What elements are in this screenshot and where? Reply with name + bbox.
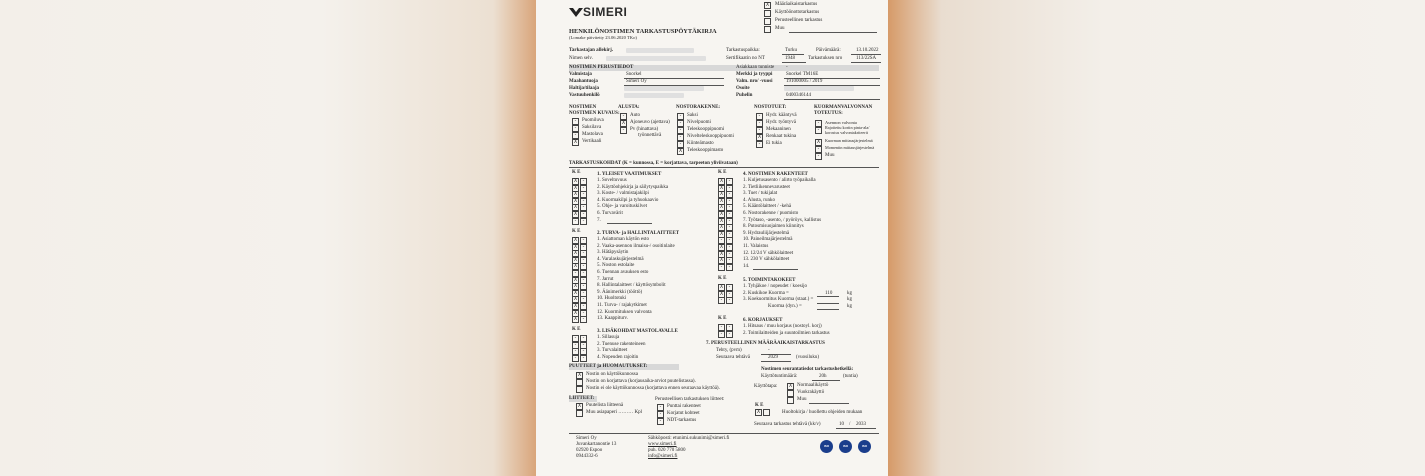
address-label: Osoite bbox=[736, 86, 750, 91]
load-check-1[interactable]: - bbox=[815, 127, 822, 134]
thorough-title: Perusteellisen tarkastuksen liitteet: bbox=[655, 397, 725, 402]
supports-check-4[interactable]: - bbox=[756, 141, 763, 148]
sec4-row-1-e[interactable]: - bbox=[726, 185, 733, 192]
sec4-row-1-label: 2. Tietliikennevarusteet bbox=[743, 184, 790, 190]
footer-ytunnus: 0944332-6 bbox=[576, 454, 598, 459]
sec4-row-11-label: 12. 12/24 V sähkölaitteet bbox=[743, 250, 794, 256]
sec4-row-2-k[interactable]: X bbox=[719, 191, 724, 198]
footer-street: Juvankartanontie 13 bbox=[576, 442, 617, 447]
sec4-row-0-label: 1. Kuljetusasento / alirto työpaikalla bbox=[743, 178, 816, 183]
iso-cert-badge-3: ISO bbox=[858, 440, 871, 453]
maint-check-k[interactable]: X bbox=[756, 409, 761, 415]
sec5-row-1-label: 2. Kuskikoe Kuorma = bbox=[743, 290, 789, 296]
sec4-row-13-e[interactable]: - bbox=[726, 264, 733, 271]
attachment-check-1[interactable] bbox=[576, 410, 583, 417]
sec1-row-0-e[interactable]: - bbox=[580, 178, 587, 185]
inspection-type-check-1[interactable] bbox=[764, 10, 771, 17]
sec5-row-0-k[interactable]: X bbox=[719, 284, 724, 290]
serial-value: 191000005 / 2019 bbox=[786, 79, 823, 84]
sec6-row-1-label: 2. Toimilaitteiden ja suuntoilmien tarkastus bbox=[743, 330, 830, 336]
sec2-row-5-e[interactable]: - bbox=[580, 270, 587, 277]
sec2-row-3-k[interactable]: X bbox=[573, 256, 578, 263]
sec7-title: 7. PERUSTEELLINEN MÄÄRÄAIKAISTARKASTUS bbox=[706, 341, 825, 346]
mode-check-2[interactable] bbox=[787, 397, 794, 404]
mode-check-0[interactable]: X bbox=[788, 383, 793, 389]
footer-web[interactable]: www.simeri.fi bbox=[648, 442, 677, 447]
sec4-row-2-e[interactable]: - bbox=[726, 191, 733, 198]
sec1-row-1-label: 2. Käyttöohjekirja ja säilytyspaikka bbox=[597, 184, 669, 190]
base-check-0[interactable]: - bbox=[620, 113, 627, 120]
sec4-row-13-label: 14. bbox=[743, 263, 750, 269]
sec2-row-8-e[interactable]: - bbox=[580, 290, 587, 297]
sec2-row-1-k[interactable]: X bbox=[573, 243, 578, 250]
sec2-row-2-e[interactable]: - bbox=[580, 250, 587, 257]
footer-email: Sähköposti: etunimi.sukunimi@simeri.fi bbox=[648, 436, 730, 441]
sec5-row-2-label: 3. Koekuormitus Kuorma (staat.) = bbox=[743, 297, 814, 303]
hours-unit: (tuntia) bbox=[843, 374, 858, 379]
hours-label: Käyttötuntimäärä: bbox=[761, 374, 798, 379]
footer-company: Simeri Oy bbox=[576, 436, 597, 441]
sec1-row-0-k[interactable]: X bbox=[573, 178, 578, 184]
phone-value: 0400346144 bbox=[786, 93, 811, 98]
sec5-row-2-unit: kg bbox=[847, 297, 852, 303]
sec6-ke-header: K E bbox=[718, 316, 727, 321]
sec4-row-13-k[interactable]: - bbox=[718, 264, 725, 271]
basic-info-title: NOSTIMEN PERUSTIEDOT bbox=[569, 65, 634, 70]
holder-label: Haltija/tilaaja bbox=[569, 86, 599, 91]
sec6-row-1-k[interactable]: - bbox=[718, 331, 725, 338]
sec2-row-2-k[interactable]: X bbox=[573, 250, 578, 257]
iso-cert-badge-1: ISO bbox=[820, 440, 833, 453]
sec2-row-0-label: 1. Asiattoman käytön esto bbox=[597, 237, 649, 242]
sec4-row-6-label: 7. Työtaso, -asento, / pyöröys, kallistus bbox=[743, 217, 822, 223]
notes-check-1[interactable] bbox=[576, 379, 583, 386]
inspection-type-label-0: Määräaikaistarkastus bbox=[775, 2, 818, 7]
sec4-title: 4. NOSTIMEN RAKENTEET bbox=[743, 172, 808, 177]
supports-check-2[interactable]: - bbox=[756, 127, 763, 134]
sec1-row-1-e[interactable]: - bbox=[580, 185, 587, 192]
sec3-row-0-label: 1. Sillasuja bbox=[597, 335, 620, 340]
iso-cert-badge-2: ISO bbox=[839, 440, 852, 453]
boom-check-5[interactable]: X bbox=[678, 148, 683, 154]
report-label: Tarkastuksen nro bbox=[808, 56, 843, 61]
sec3-row-2-e[interactable]: - bbox=[580, 348, 587, 355]
form-title: HENKILÖNOSTIMEN TARKASTUSPÖYTÄKIRJA bbox=[569, 28, 717, 35]
sec5-row-1-e[interactable]: - bbox=[726, 291, 733, 298]
sec1-row-0-label: 1. Soveltuvuus bbox=[597, 178, 627, 183]
sec2-row-7-e[interactable]: - bbox=[580, 283, 587, 290]
next-inspection-year: 2033 bbox=[856, 422, 866, 427]
load-check-3[interactable]: - bbox=[815, 146, 822, 153]
sec2-row-8-label: 9. Äänimerkki (tööttö) bbox=[597, 289, 643, 295]
mode-check-1[interactable] bbox=[787, 390, 794, 397]
sec4-row-4-k[interactable]: X bbox=[719, 204, 724, 211]
sec5-row-2-k[interactable]: - bbox=[718, 297, 725, 304]
sec5-row-3-unit: kg bbox=[847, 303, 852, 309]
form-subtitle: (Lomake päivitetty 23.06.2020 TKo) bbox=[569, 35, 637, 40]
sec2-row-11-e[interactable]: - bbox=[580, 310, 587, 317]
sec6-row-0-e[interactable]: - bbox=[726, 324, 733, 331]
sec1-row-6-k[interactable]: - bbox=[572, 218, 579, 225]
footer-city: 02920 Espoo bbox=[576, 448, 603, 453]
responsible-label: Vastuuhenkilö bbox=[569, 93, 600, 98]
sec4-row-8-k[interactable]: X bbox=[719, 230, 724, 237]
footer-phone: puh. 020 770 5800 bbox=[648, 448, 686, 453]
thorough-check-0[interactable]: - bbox=[657, 404, 664, 411]
serial-label: Valm. nro/ -vuosi bbox=[736, 79, 773, 84]
sec4-row-6-k[interactable]: X bbox=[719, 217, 724, 224]
sec2-ke-header: K E bbox=[572, 229, 581, 234]
owner-value: Simeri Oy bbox=[626, 79, 647, 84]
sec1-row-6-label: 7. bbox=[597, 217, 601, 223]
type-check-3[interactable]: X bbox=[573, 139, 578, 145]
sec4-row-7-e[interactable]: - bbox=[726, 224, 733, 231]
sec3-row-2-label: 3. Turvalaitteet bbox=[597, 348, 628, 354]
sec3-row-2-k[interactable]: - bbox=[572, 348, 579, 355]
sec4-row-10-k[interactable]: X bbox=[719, 244, 724, 250]
sec2-row-7-label: 8. Hallintalaitteet / käyttösymbolit bbox=[597, 283, 666, 289]
cert-value: 1948 bbox=[785, 56, 795, 61]
points-title: TARKASTUSKOHDAT (K = kunnossa, E = korjattava, tarpeeton yliviivataan) bbox=[569, 161, 738, 166]
sec4-row-5-e[interactable]: - bbox=[726, 211, 733, 218]
inspection-type-check-0[interactable]: X bbox=[765, 2, 770, 8]
inspection-type-check-2[interactable] bbox=[764, 18, 771, 25]
supports-check-0[interactable]: - bbox=[756, 113, 763, 120]
thorough-check-2[interactable]: - bbox=[657, 418, 664, 425]
hours-value: 20h bbox=[819, 374, 827, 379]
sec7-next-unit: (vuosiluku) bbox=[796, 355, 820, 360]
redacted-name bbox=[606, 56, 706, 61]
sec2-row-10-label: 11. Turva- / rajakytkimet bbox=[597, 303, 647, 308]
sec4-row-9-e[interactable]: - bbox=[726, 237, 733, 244]
sec6-row-1-e[interactable]: - bbox=[726, 331, 733, 338]
sec5-row-1-k[interactable]: X bbox=[719, 290, 724, 297]
redacted-address bbox=[784, 86, 854, 91]
attachments-title: LIITTEET: bbox=[569, 396, 595, 401]
sec1-row-4-e[interactable]: - bbox=[580, 204, 587, 211]
sec6-row-0-k[interactable]: - bbox=[718, 324, 725, 331]
redacted-responsible bbox=[624, 93, 684, 98]
sec2-row-4-e[interactable]: - bbox=[580, 263, 587, 270]
sec2-row-3-label: 4. Varalaskujärjestelmä bbox=[597, 256, 644, 262]
phone-label: Puhelin bbox=[736, 93, 753, 98]
sec2-row-11-label: 12. Kuormituksen valvonta bbox=[597, 309, 652, 315]
date-value: 13.10.2022 bbox=[856, 48, 879, 53]
sec4-row-3-k[interactable]: X bbox=[719, 197, 724, 204]
sec7-done-value: - bbox=[768, 348, 770, 353]
type-check-0[interactable]: - bbox=[572, 118, 579, 125]
category-boom-title: NOSTORAKENNE: bbox=[676, 105, 721, 110]
usage-title: Nostimen seurantatiedot tarkastushetkellä: bbox=[761, 367, 854, 372]
customer-no-label: Asiakkaan tunniste bbox=[736, 65, 775, 70]
sec6-row-0-label: 1. Hitsaus / muu korjaus (nostoyl. korj) bbox=[743, 324, 822, 329]
photo-background-left bbox=[0, 0, 536, 476]
notes-check-2[interactable] bbox=[576, 386, 583, 393]
maint-ke-header: K E bbox=[755, 403, 764, 408]
sec2-row-5-label: 6. Tuennan avauksen esto bbox=[597, 270, 649, 275]
sec5-ke-header: K E bbox=[718, 276, 727, 281]
category-load-title: KUORMANVALVONNAN TOTEUTUS: bbox=[814, 105, 873, 116]
date-label: Päivämäärä: bbox=[816, 48, 841, 53]
model-label: Merkki ja tyyppi bbox=[736, 72, 773, 77]
sec5-title: 5. TOIMINTAKOKEET bbox=[743, 278, 796, 283]
sec1-row-6-e[interactable]: - bbox=[580, 218, 587, 225]
attachment-check-0[interactable]: X bbox=[577, 403, 582, 409]
sec2-row-0-k[interactable]: X bbox=[573, 237, 578, 243]
base-check-2[interactable]: - bbox=[620, 127, 627, 134]
sec4-row-8-label: 9. Hydrauliijärjestelmä bbox=[743, 230, 790, 236]
sec4-row-0-e[interactable]: - bbox=[726, 178, 733, 185]
load-check-2[interactable]: X bbox=[816, 139, 821, 145]
sec4-ke-header: K E bbox=[718, 170, 727, 175]
footer-info[interactable]: info@simeri.fi bbox=[648, 454, 678, 459]
boom-check-2[interactable]: - bbox=[677, 127, 684, 134]
sec2-row-0-e[interactable]: - bbox=[580, 237, 587, 244]
sec3-row-3-label: 4. Nopeuden rajoitin bbox=[597, 354, 639, 360]
sec2-row-6-e[interactable]: - bbox=[580, 277, 587, 284]
sec2-title: 2. TURVA- ja HALLINTALAITTEET bbox=[597, 231, 680, 236]
sec5-row-0-label: 1. Tyhjäkoe / nopeudet / koesijo bbox=[743, 284, 807, 289]
place-value: Turku bbox=[785, 48, 798, 53]
sec3-row-1-e[interactable]: - bbox=[580, 342, 587, 349]
next-inspection-month: 10 bbox=[839, 422, 844, 427]
sec2-row-9-label: 10. Huoltotuki bbox=[597, 296, 627, 302]
sec4-row-12-e[interactable]: - bbox=[726, 257, 733, 264]
sec2-row-3-e[interactable]: - bbox=[580, 257, 587, 264]
sec1-row-3-e[interactable]: - bbox=[580, 198, 587, 205]
notes-title: PUUTTEET ja HUOMAUTUKSET: bbox=[569, 364, 648, 369]
inspection-form-sheet: SIMERI X Määräaikaistarkastus Käyttöönottotarkastus Perusteellinen tarkastus Muu HENKILÖNOSTIMEN TARKASTUSPÖYTÄKIRJA (Lomake päivitetty 23.06.2020 TKo) Tarkastajan allekirj. Nimen selv. Tarkastuspaikka: Turku Päivämäärä: 13.10.2022 Sertifikaatin no NT 1948 Tarkastuksen nro 113/22SA NOSTIMEN PERUSTIEDOT Asiakkaan tunniste - Valmistaja Snorkel Maahantuoja Simeri Oy Haltija/tilaaja Vastuuhenkilö Merkki ja tyyppi Snorkel TM16E Valm. nro/ -vuosi 191000005 / 2019 Osoite Puhelin 0400346144 NOSTIMEN NOSTIMEN KUVAUS: - Puomiluva - Saksilava - Mastolava X Vertikaali ALUSTA: - Auto X Ajoneuvo (ajettava) - Pv (hinattava) työnnettävä NOSTORAKENNE: - Saksi - Nivelpuomi - Teleskooppipuomi - Nivelteleskooppipuomi - Kiinteämasto X Teleskooppimasto NOSTOTUET: - Hydr. kääntyvä - Hydr. työntyvä - Mekaaninen X Renkaat tukina - Ei tukia KUORMANVALVONNAN TOTEUTUS: - Asennon valvonta - Rajoitettu koriin pinta-ala/ korostus valvontakriteerit X Kuorman mittausjärjestelmä - Momentin mittausjärjestelmä - Muu TARKASTUSKOHDAT (K = kunnossa, E = korjattava, tarpeeton yliviivataan) K E 1. YLEISET VAATIMUKSET X - 1. Soveltuvuus X - 2. Käyttöohjekirja ja säilytyspaikka X - 3. Koste- / valmistajakilpi X - 4. Kuormakilpi ja tyhuokaavio X - 5. Ohje- ja varoituskilvet X - 6. Turvavärit - - 7. K E 2. TURVA- ja HALLINTALAITTEET X - 1. Asiattoman käytön esto X - 2. Vaaka-asennon ilmaisu-/ osoitinlaite X - 3. Hätäpysäytin X - 4. Varalaskujärjestelmä X - 5. Noston estolaite - - 6. Tuennan avauksen esto X - 7. Jarrut X - 8. Hallintalaitteet / käyttösymbolit X - 9. Äänimerkki (tööttö) X - 10. Huoltotuki X - 11. Turva- / rajakytkimet X - 12. Kuormituksen valvonta X - 13. Kaappiturv. K E 3. LISÄKOHDAT MASTOLAVALLE - - 1. Sillasuja - - 2. Tuenuse rakenteineen - - 3. Turvalaitteet - - 4. Nopeuden rajoitin K E 4. NOSTIMEN RAKENTEET X - 1. Kuljetusasento / alirto työpaikalla X - 2. Tietliikennevarusteet X - 3. Tuet / tukijalat X - 4. Alusta, runko X - 5. Kääntölaitteet / -kehä X - 6. Nostorakenne / puomisto X - 7. Työtaso, -asento, / pyöröys, kallistus X - 8. Putosmisuojaimen kiinnitys X - 9. Hydrauliijärjestelmä - - 10. Paineilmajärjestelmä X - 11. Valaistus X - 12. 12/24 V sähkölaitteet X - 13. 230 V sähkölaitteet - - 14. K E 5. TOIMINTAKOKEET X - 1. Tyhjäkoe / nopeudet / koesijo X - 2. Kuskikoe Kuorma = 110 kg - - 3. Koekuormitus Kuorma (staat.) = kg Kuorma (dyn.) = kg K E 6. KORJAUKSET - - 1. Hitsaus / muu korjaus (nostoyl. korj) - - 2. Toimilaitteiden ja suuntoilmien tarkastus 7. PERUSTEELLINEN MÄÄRÄAIKAISTARKASTUS Tehty, (pvm) - Seuraava tehtävä 2029 (vuosiluku) PUUTTEET ja HUOMAUTUKSET: X Nostin on käyttökunnossa Nostin on korjattava (korjausaika-arviot puutelistassa). Nostin ei ole käyttökunnossa (korjattava ennen seuraavaa käyttöä). Nostimen seurantatiedot tarkastushetkellä: Käyttötuntimäärä: 20h (tuntia) Käyttötapa: X Normaalikäyttö Vuokrakäyttö Muu LIITTEET: X Puutelista liitteenä Muu asiapaperi ……… Kpl Perusteellisen tarkastuksen liitteet: - Punttai rakenteet - Korjatut kohteet - NDT-tarkastus K E X Huoltokirja / huollettu ohjeiden mukaan Seuraava tarkastus tehtävä (kk/v) 10 / 2033 Simeri Oy Juvankartanontie 13 02920 Espoo 0944332-6 Sähköposti: etunimi.sukunimi@simeri.fi www.simeri.fi puh. 020 770 5800 info@simeri.fi ISO ISO ISO bbox=[536, 0, 888, 476]
sec4-row-1-k[interactable]: X bbox=[719, 184, 724, 191]
supports-check-3[interactable]: X bbox=[757, 134, 762, 140]
sec5-row-1-unit: kg bbox=[847, 290, 852, 296]
photo-background-right bbox=[888, 0, 1425, 476]
sec2-row-6-label: 7. Jarrut bbox=[597, 276, 614, 282]
sec4-row-5-label: 6. Nostorakenne / puomisto bbox=[743, 211, 799, 216]
base-check-1[interactable]: X bbox=[621, 120, 626, 126]
sec2-row-2-label: 3. Hätäpysäytin bbox=[597, 250, 629, 256]
sec1-row-5-e[interactable]: - bbox=[580, 211, 587, 218]
supports-check-1[interactable]: - bbox=[756, 120, 763, 127]
sec1-row-1-k[interactable]: X bbox=[573, 184, 578, 191]
sec1-row-5-label: 6. Turvavärit bbox=[597, 211, 623, 216]
redacted-signature bbox=[626, 48, 694, 53]
sec4-row-7-k[interactable]: X bbox=[719, 224, 724, 231]
next-inspection-label: Seuraava tarkastus tehtävä (kk/v) bbox=[754, 422, 821, 427]
sec5-row-2-e[interactable]: - bbox=[726, 297, 733, 304]
sec4-row-6-e[interactable]: - bbox=[726, 218, 733, 225]
boom-check-0[interactable]: - bbox=[677, 113, 684, 120]
type-check-1[interactable]: - bbox=[572, 125, 579, 132]
load-check-4[interactable]: - bbox=[815, 153, 822, 160]
sec2-row-5-k[interactable]: - bbox=[572, 270, 579, 277]
mode-label: Käyttötapa: bbox=[754, 384, 778, 389]
sec3-ke-header: K E bbox=[572, 327, 581, 332]
sec2-row-9-e[interactable]: - bbox=[580, 296, 587, 303]
sec1-title: 1. YLEISET VAATIMUKSET bbox=[597, 172, 662, 177]
sec5-row-1-value: 110 bbox=[825, 290, 833, 296]
sec2-row-10-k[interactable]: X bbox=[573, 303, 578, 309]
name-label: Nimen selv. bbox=[569, 56, 593, 61]
sec2-row-12-k[interactable]: X bbox=[573, 316, 578, 323]
sec2-row-11-k[interactable]: X bbox=[573, 309, 578, 316]
sec3-title: 3. LISÄKOHDAT MASTOLAVALLE bbox=[597, 329, 678, 334]
sec7-done-label: Tehty, (pvm) bbox=[716, 348, 742, 353]
sec2-row-7-k[interactable]: X bbox=[573, 283, 578, 290]
sec6-title: 6. KORJAUKSET bbox=[743, 318, 783, 323]
sec4-row-9-k[interactable]: - bbox=[718, 237, 725, 244]
boom-check-4[interactable]: - bbox=[677, 141, 684, 148]
maint-check-e[interactable] bbox=[763, 409, 770, 416]
owner-label: Maahantuoja bbox=[569, 79, 598, 84]
report-value: 113/22SA bbox=[856, 56, 877, 61]
sec1-row-4-label: 5. Ohje- ja varoituskilvet bbox=[597, 204, 647, 210]
sec7-next-label: Seuraava tehtävä bbox=[716, 355, 751, 360]
manufacturer-label: Valmistaja bbox=[569, 72, 592, 77]
sec4-row-3-e[interactable]: - bbox=[726, 198, 733, 205]
sec4-row-8-e[interactable]: - bbox=[726, 231, 733, 238]
sec4-row-12-k[interactable]: X bbox=[719, 257, 724, 264]
sec2-row-9-k[interactable]: X bbox=[573, 296, 578, 303]
inspection-type-label-3: Muu bbox=[775, 26, 785, 31]
sec2-row-8-k[interactable]: X bbox=[573, 289, 578, 296]
sec1-row-2-e[interactable]: - bbox=[580, 191, 587, 198]
sec2-row-4-k[interactable]: X bbox=[573, 263, 578, 270]
simeri-logo bbox=[569, 6, 583, 21]
sec4-row-9-label: 10. Paineilmajärjestelmä bbox=[743, 237, 793, 243]
sec2-row-12-label: 13. Kaappiturv. bbox=[597, 316, 628, 322]
category-type-title: NOSTIMEN KUVAUS: bbox=[569, 111, 620, 116]
inspection-type-check-3[interactable] bbox=[764, 26, 771, 33]
sec3-row-3-k[interactable]: - bbox=[572, 355, 579, 362]
notes-check-0[interactable]: X bbox=[577, 372, 582, 378]
inspection-type-label-1: Käyttöönottotarkastus bbox=[775, 10, 820, 15]
cert-label: Sertifikaatin no NT bbox=[726, 56, 765, 61]
redacted-holder bbox=[624, 86, 704, 91]
sec3-row-0-e[interactable]: - bbox=[580, 335, 587, 342]
model-value: Snorkel TM16E bbox=[786, 72, 819, 77]
category-supports-title: NOSTOTUET: bbox=[754, 105, 787, 110]
sec5-row-3-label: Kuorma (dyn.) = bbox=[768, 303, 802, 309]
sec2-row-6-k[interactable]: X bbox=[573, 276, 578, 283]
boom-check-3[interactable]: - bbox=[677, 134, 684, 141]
sec2-row-4-label: 5. Noston estolaite bbox=[597, 263, 635, 269]
sec4-row-11-k[interactable]: X bbox=[719, 250, 724, 257]
sec4-row-4-label: 5. Kääntölaitteet / -kehä bbox=[743, 204, 792, 210]
sec3-row-1-k[interactable]: - bbox=[572, 342, 579, 349]
sec5-row-0-e[interactable]: - bbox=[726, 284, 733, 291]
sec2-row-10-e[interactable]: - bbox=[580, 303, 587, 310]
thorough-check-1[interactable]: - bbox=[657, 411, 664, 418]
sec4-row-0-k[interactable]: X bbox=[719, 178, 724, 184]
sec2-row-1-e[interactable]: - bbox=[580, 244, 587, 251]
sec3-row-1-label: 2. Tuenuse rakenteineen bbox=[597, 341, 646, 347]
sec1-ke-header: K E bbox=[572, 170, 581, 175]
category-base-title: ALUSTA: bbox=[618, 105, 640, 110]
sec4-row-4-e[interactable]: - bbox=[726, 204, 733, 211]
sec4-row-10-e[interactable]: - bbox=[726, 244, 733, 251]
sec1-row-4-k[interactable]: X bbox=[573, 204, 578, 211]
place-label: Tarkastuspaikka: bbox=[726, 48, 760, 53]
sec2-row-1-label: 2. Vaaka-asennon ilmaisu-/ osoitinlaite bbox=[597, 243, 675, 249]
sec1-row-2-label: 3. Koste- / valmistajakilpi bbox=[597, 191, 649, 197]
sec7-next-value: 2029 bbox=[768, 355, 778, 360]
sec1-row-5-k[interactable]: X bbox=[573, 211, 578, 217]
sec3-row-3-e[interactable]: - bbox=[580, 355, 587, 362]
sec4-row-7-label: 8. Putosmisuojaimen kiinnitys bbox=[743, 224, 804, 230]
sec1-row-3-k[interactable]: X bbox=[573, 197, 578, 204]
sec3-row-0-k[interactable]: - bbox=[572, 335, 579, 342]
logo-text: SIMERI bbox=[583, 5, 628, 19]
type-check-2[interactable]: - bbox=[572, 132, 579, 139]
load-check-0[interactable]: - bbox=[815, 120, 822, 127]
manufacturer-value: Snorkel bbox=[626, 72, 642, 77]
boom-check-1[interactable]: - bbox=[677, 120, 684, 127]
customer-no-value: - bbox=[786, 65, 788, 70]
inspector-signature-label: Tarkastajan allekirj. bbox=[569, 48, 613, 53]
sec4-row-12-label: 13. 230 V sähkölaitteet bbox=[743, 257, 790, 263]
inspection-type-label-2: Perusteellinen tarkastus bbox=[775, 18, 823, 23]
sec1-row-2-k[interactable]: X bbox=[573, 191, 578, 198]
sec4-row-5-k[interactable]: X bbox=[719, 211, 724, 217]
sec4-row-2-label: 3. Tuet / tukijalat bbox=[743, 191, 778, 197]
sec4-row-11-e[interactable]: - bbox=[726, 251, 733, 258]
sec2-row-12-e[interactable]: - bbox=[580, 316, 587, 323]
sec4-row-10-label: 11. Valaistus bbox=[743, 244, 769, 249]
maint-label: Huoltokirja / huollettu ohjeiden mukaan bbox=[782, 410, 863, 415]
sec1-row-3-label: 4. Kuormakilpi ja tyhuokaavio bbox=[597, 197, 659, 203]
sec4-row-3-label: 4. Alusta, runko bbox=[743, 197, 775, 203]
